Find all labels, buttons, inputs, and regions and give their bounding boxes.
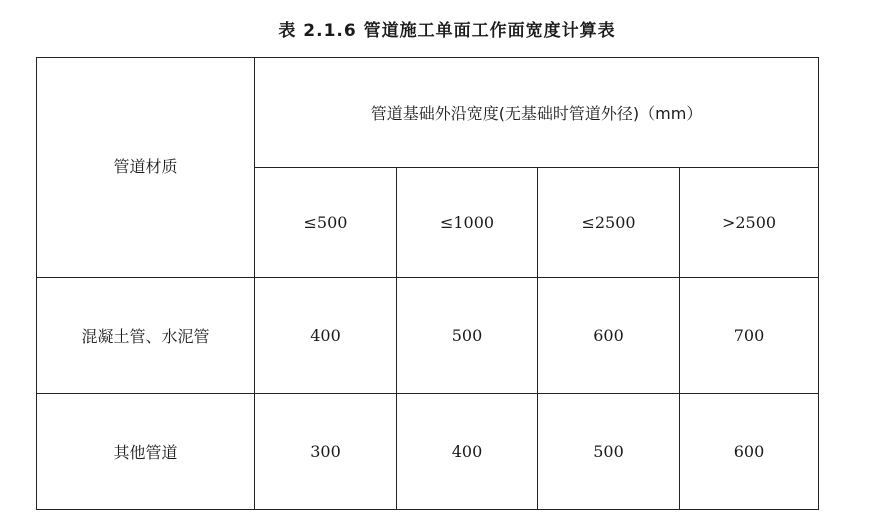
work-width-table — [36, 57, 819, 510]
table-cell: 400 — [255, 278, 397, 394]
table-cell: 600 — [680, 394, 819, 510]
table-row — [37, 278, 819, 394]
table-cell: 500 — [397, 278, 538, 394]
width-header: 管道基础外沿宽度(无基础时管道外径)（mm） — [370, 104, 703, 123]
column-header: ≤500 — [255, 168, 397, 278]
table-cell: 500 — [538, 394, 680, 510]
table-row — [37, 394, 819, 510]
material-header-cell — [37, 58, 255, 278]
material-label: 其他管道 — [37, 394, 255, 510]
table-title: 表 2.1.6 管道施工单面工作面宽度计算表 — [278, 21, 616, 41]
column-header: ≤2500 — [538, 168, 680, 278]
table-cell: 600 — [538, 278, 680, 394]
column-header: ≤1000 — [397, 168, 538, 278]
table-cell: 400 — [397, 394, 538, 510]
material-header: 管道材质 — [113, 157, 178, 176]
material-label: 混凝土管、水泥管 — [37, 278, 255, 394]
table-cell: 300 — [255, 394, 397, 510]
table-cell: 700 — [680, 278, 819, 394]
header-row-1 — [37, 58, 819, 168]
width-header-cell — [255, 58, 819, 168]
column-header: >2500 — [680, 168, 819, 278]
